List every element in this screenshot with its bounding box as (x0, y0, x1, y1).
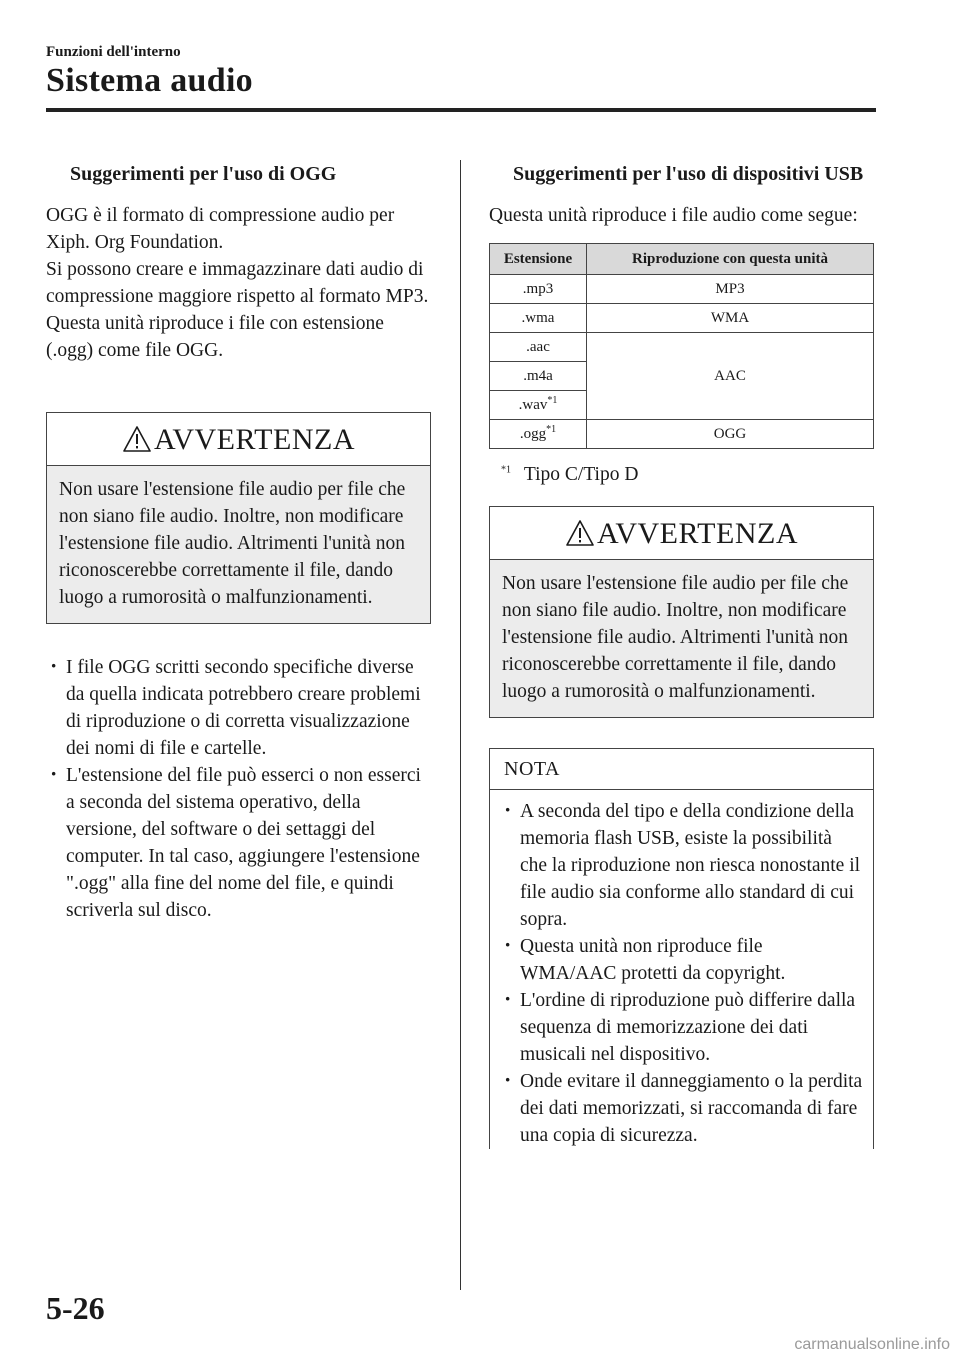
note-box (489, 748, 874, 1149)
table-row (490, 333, 874, 362)
cell-playback: WMA (587, 304, 874, 333)
cell-extension: .wav$^{*1}$ (490, 391, 587, 420)
cell-extension: .ogg$^{*1}$ (490, 420, 587, 449)
warning-box-right (489, 506, 874, 718)
warning-triangle-icon (565, 519, 595, 547)
warning-triangle-icon (122, 425, 152, 453)
warning-header (47, 413, 430, 466)
table-row (490, 420, 874, 449)
note-bullet-list (500, 798, 863, 1149)
section-label: Funzioni dell'interno (46, 44, 181, 60)
ogg-bullet-list (46, 654, 431, 924)
cell-extension: .mp3 (490, 275, 587, 304)
page-title: Sistema audio (46, 62, 253, 99)
table-header-row (490, 244, 874, 275)
ogg-intro-1: OGG è il formato di compressione audio per Xiph. Org Foundation. (46, 205, 395, 253)
list-item: · A seconda del tipo e della condizione della memoria flash USB, esiste la possibilità che la riproduzione non riesca nonostante il file audio sia conforme allo standard di cui sopra. (500, 798, 863, 933)
list-item: · Questa unità non riproduce file WMA/AAC protetti da copyright. (500, 933, 863, 987)
warning-title: AVVERTENZA (154, 422, 355, 456)
usb-intro: Questa unità riproduce i file audio come segue: (489, 205, 858, 226)
cell-playback: AAC (587, 333, 874, 420)
warning-title: AVVERTENZA (597, 516, 798, 550)
column-divider (460, 160, 461, 1290)
table-row (490, 275, 874, 304)
warning-box-left (46, 412, 431, 624)
cell-playback: MP3 (587, 275, 874, 304)
footnote-mark: *1 (501, 464, 511, 476)
column-header-extension: Estensione (490, 244, 587, 275)
page-number: 5-26 (46, 1290, 105, 1326)
warning-text: Non usare l'estensione file audio per file che non siano file audio. Inoltre, non modificare l'estensione file audio. Altrimenti l'unità non riconoscerebbe correttamente il file, dando luogo a rumorosità o malfunzionamenti. (502, 573, 849, 702)
column-header-playback: Riproduzione con questa unità (587, 244, 874, 275)
right-column (489, 160, 874, 1149)
note-title: NOTA (490, 749, 873, 790)
ogg-tips-heading: Suggerimenti per l'uso di OGG (70, 163, 337, 185)
watermark: carmanualsonline.info (794, 1336, 950, 1353)
list-item: · Onde evitare il danneggiamento o la perdita dei dati memorizzati, si raccomanda di fare una copia di sicurezza. (500, 1068, 863, 1149)
table-footnote (489, 461, 874, 488)
table-row (490, 304, 874, 333)
list-item: · L'estensione del file può esserci o non esserci a seconda del sistema operativo, della versione, del software o dei settaggi del computer. In tal caso, aggiungere l'estensione ".ogg" alla fine del nome del file, e quindi scriverla sul disco. (46, 762, 431, 924)
ogg-intro-2: Si possono creare e immagazzinare dati audio di compressione maggiore rispetto al formato MP3. (46, 259, 429, 307)
header-rule (46, 108, 876, 112)
warning-header (490, 507, 873, 560)
format-table (489, 243, 874, 449)
cell-extension: .wma (490, 304, 587, 333)
cell-playback: OGG (587, 420, 874, 449)
cell-extension: .m4a (490, 362, 587, 391)
list-item: · I file OGG scritti secondo specifiche diverse da quella indicata potrebbero creare problemi di riproduzione o di corretta visualizzazione dei nomi di file e cartelle. (46, 654, 431, 762)
warning-text: Non usare l'estensione file audio per file che non siano file audio. Inoltre, non modificare l'estensione file audio. Altrimenti l'unità non riconoscerebbe correttamente il file, dando luogo a rumorosità o malfunzionamenti. (59, 479, 406, 608)
footnote-text: Tipo C/Tipo D (523, 464, 639, 485)
ogg-intro-3: Questa unità riproduce i file con estensione (.ogg) come file OGG. (46, 313, 384, 361)
usb-tips-heading: Suggerimenti per l'uso di dispositivi USB (513, 163, 864, 185)
list-item: · L'ordine di riproduzione può differire dalla sequenza di memorizzazione dei dati musicali nel dispositivo. (500, 987, 863, 1068)
cell-extension: .aac (490, 333, 587, 362)
left-column (46, 160, 431, 924)
note-body (490, 790, 873, 1149)
